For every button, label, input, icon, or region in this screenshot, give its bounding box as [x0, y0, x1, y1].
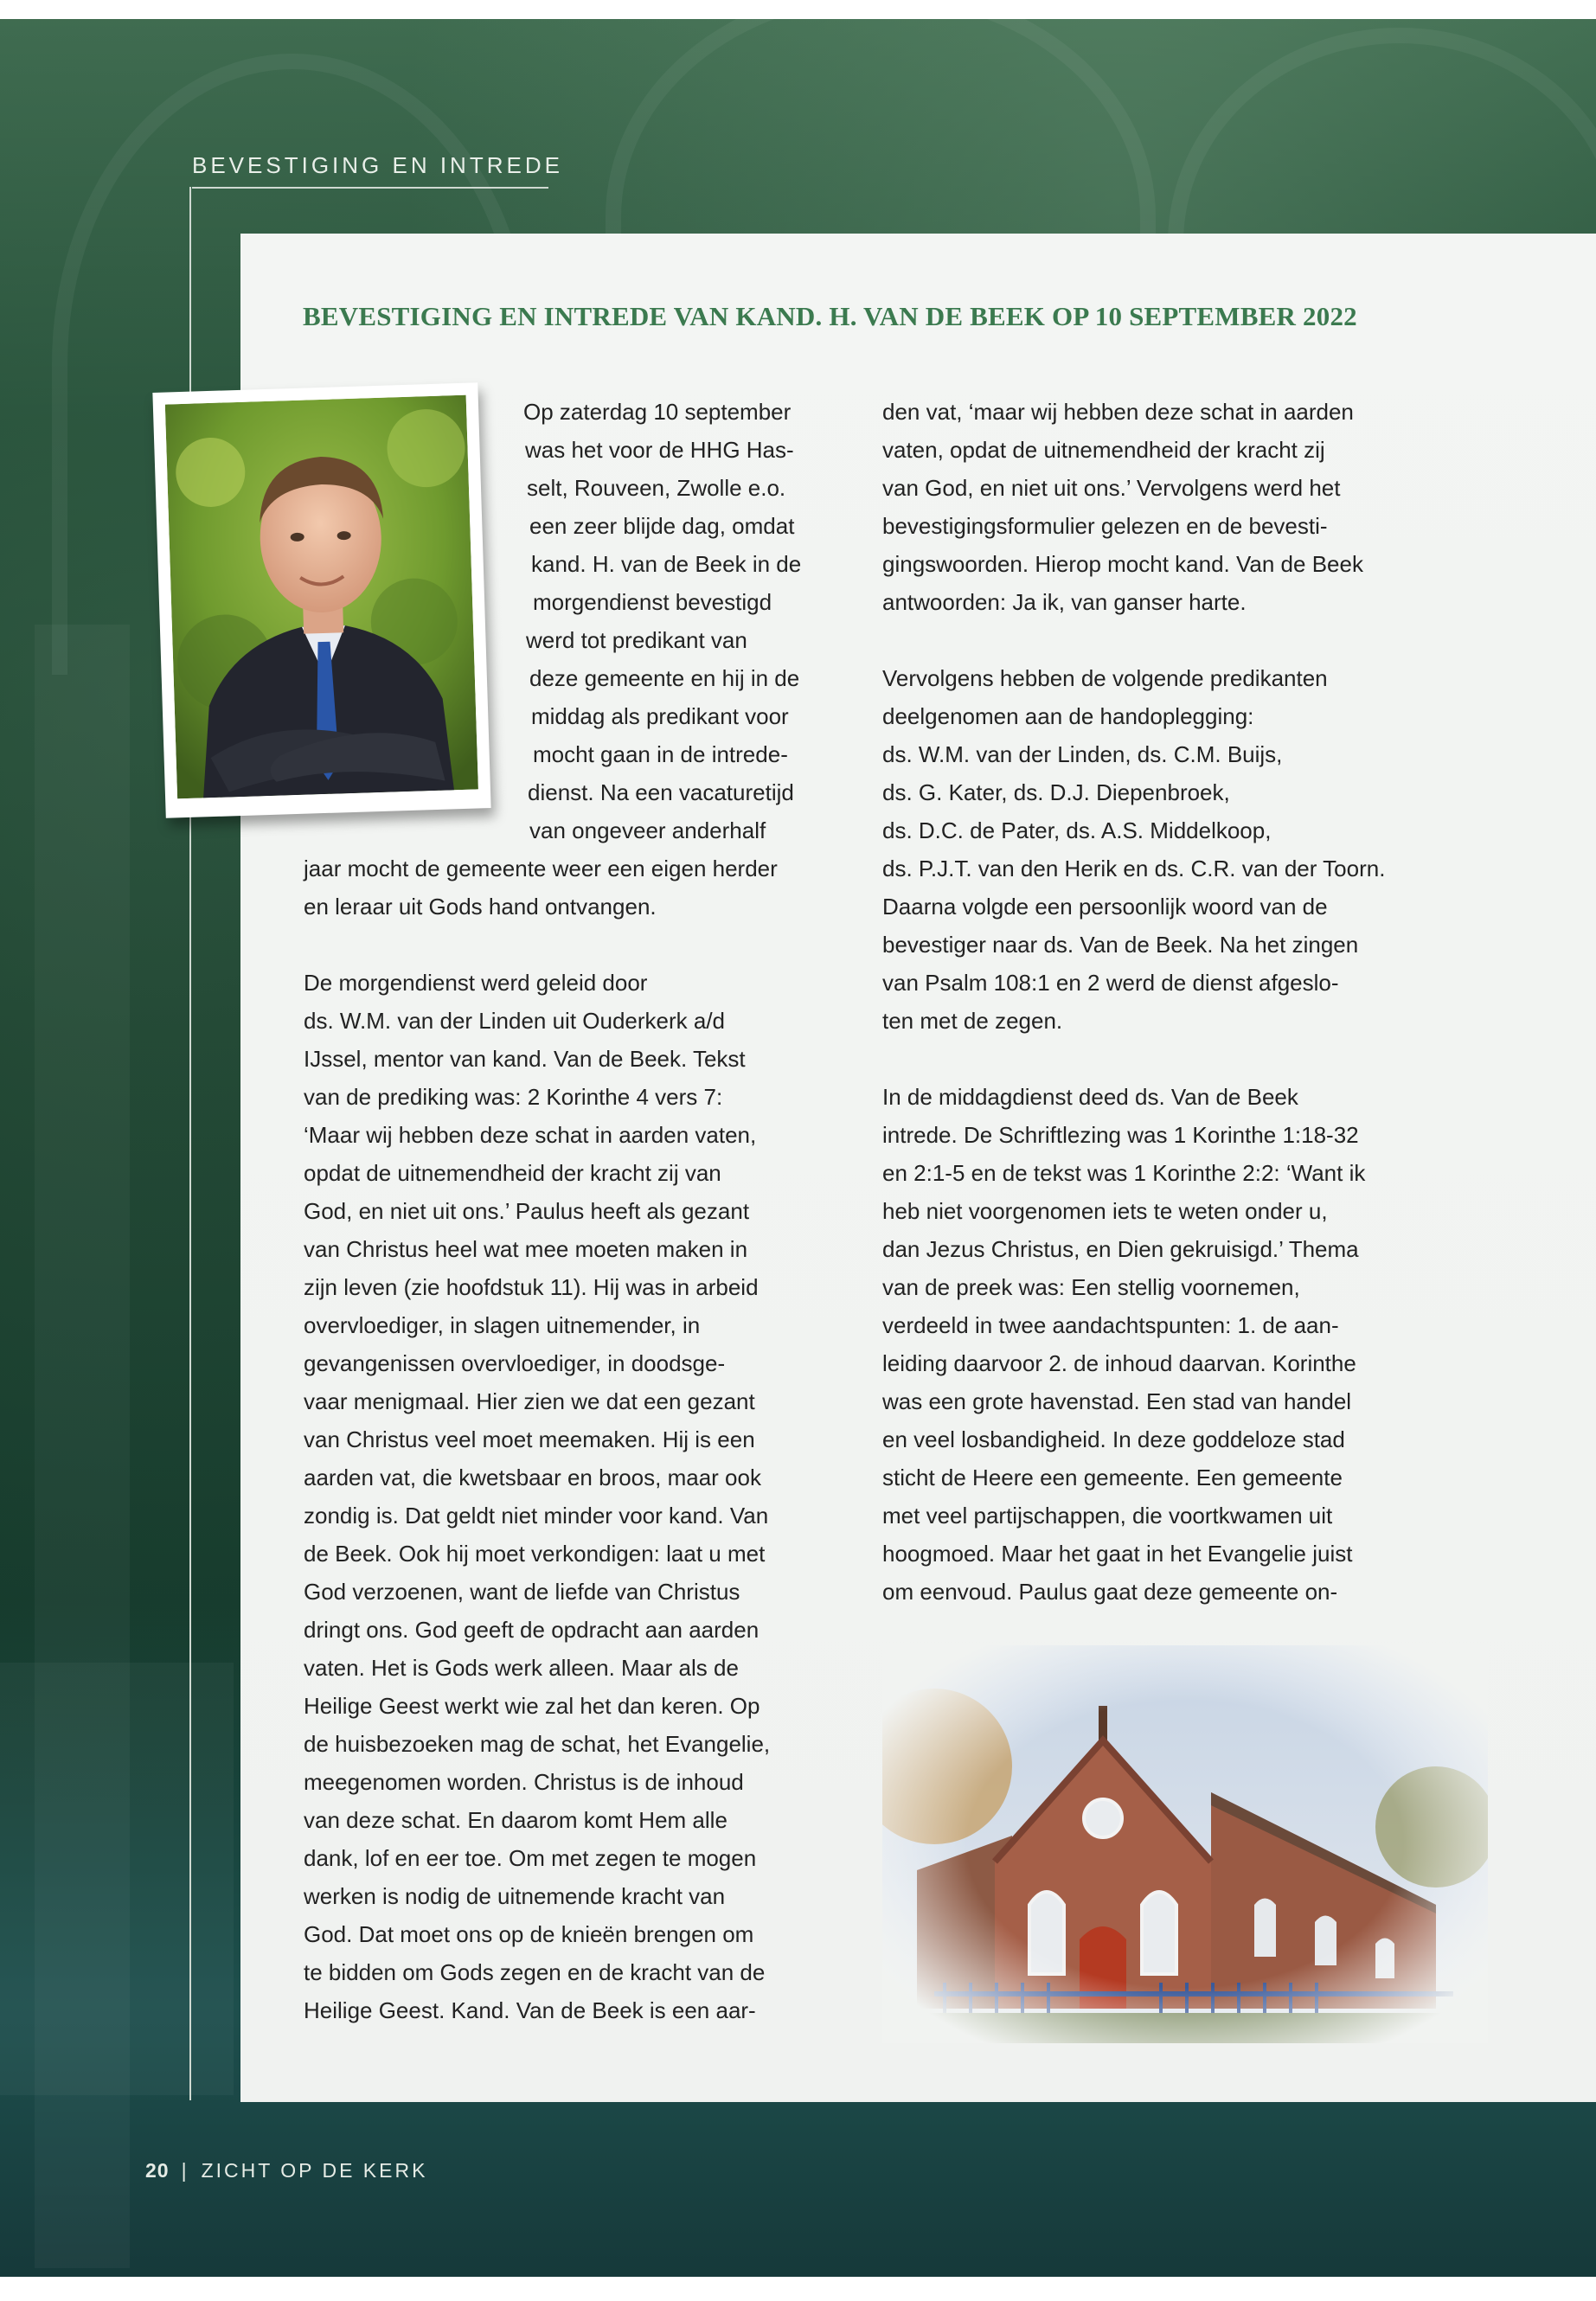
text-line: aarden vat, die kwetsbaar en broos, maar ook	[304, 1465, 761, 1490]
text-line: een zeer blijde dag, omdat	[529, 513, 795, 539]
text-line: God, en niet uit ons.’ Paulus heeft als gezant	[304, 1198, 750, 1224]
text-line: werd tot predikant van	[526, 627, 747, 653]
text-line: dank, lof en eer toe. Om met zegen te mogen	[304, 1845, 757, 1871]
text-line: hoogmoed. Maar het gaat in het Evangelie juist	[882, 1541, 1353, 1567]
text-line: en 2:1-5 en de tekst was 1 Korinthe 2:2: ‘Want ik	[882, 1160, 1366, 1186]
text-line: opdat de uitnemendheid der kracht zij van	[304, 1160, 721, 1186]
text-line: was een grote havenstad. Een stad van handel	[882, 1388, 1352, 1414]
text-line: ds. W.M. van der Linden, ds. C.M. Buijs,	[882, 741, 1283, 767]
text-line: dringt ons. God geeft de opdracht aan aarden	[304, 1617, 760, 1643]
page-footer	[145, 2159, 427, 2182]
text-line: van de preek was: Een stellig voornemen,	[882, 1274, 1300, 1300]
text-line: zijn leven (zie hoofdstuk 11). Hij was in arbeid	[304, 1274, 759, 1300]
text-line: selt, Rouveen, Zwolle e.o.	[527, 475, 786, 501]
text-line: ds. G. Kater, ds. D.J. Diepenbroek,	[882, 779, 1230, 805]
footer-separator: |	[181, 2159, 189, 2182]
text-line: Vervolgens hebben de volgende predikanten	[882, 665, 1328, 691]
text-line: vaten, opdat de uitnemendheid der kracht zij	[882, 437, 1325, 463]
text-line: God. Dat moet ons op de knieën brengen om	[304, 1921, 754, 1947]
text-line: Heilige Geest werkt wie zal het dan keren. Op	[304, 1693, 760, 1719]
text-line: gingswoorden. Hierop mocht kand. Van de Beek	[882, 551, 1363, 577]
text-line: gevangenissen overvloediger, in doodsge-	[304, 1350, 726, 1376]
text-line: de Beek. Ook hij moet verkondigen: laat u met	[304, 1541, 766, 1567]
text-line: met veel partijschappen, die voortkwamen uit	[882, 1503, 1333, 1529]
text-line: van Psalm 108:1 en 2 werd de dienst afgeslo-	[882, 970, 1339, 996]
text-line: De morgendienst werd geleid door	[304, 970, 648, 996]
text-line: dienst. Na een vacaturetijd	[528, 779, 794, 805]
text-line: bevestigingsformulier gelezen en de bevesti-	[882, 513, 1328, 539]
text-line: ds. P.J.T. van den Herik en ds. C.R. van der Toorn.	[882, 856, 1386, 881]
page-background	[0, 19, 1596, 2277]
text-line: morgendienst bevestigd	[533, 589, 772, 615]
text-line: Op zaterdag 10 september	[523, 399, 792, 425]
frame-line-top	[192, 187, 548, 189]
text-line: antwoorden: Ja ik, van ganser harte.	[882, 589, 1247, 615]
text-line	[0, 926, 865, 964]
text-line: In de middagdienst deed ds. Van de Beek	[882, 1084, 1298, 1110]
text-line: te bidden om Gods zegen en de kracht van de	[304, 1959, 766, 1985]
text-line: ‘Maar wij hebben deze schat in aarden vaten,	[304, 1122, 757, 1148]
magazine-title: ZICHT OP DE KERK	[201, 2159, 428, 2182]
text-line: deelgenomen aan de handoplegging:	[882, 703, 1254, 729]
text-line: ds. W.M. van der Linden uit Ouderkerk a/d	[304, 1008, 726, 1034]
text-line: van Christus veel moet meemaken. Hij is een	[304, 1426, 755, 1452]
text-line: mocht gaan in de intrede-	[533, 741, 788, 767]
text-line	[882, 621, 1385, 659]
text-line: van deze schat. En daarom komt Hem alle	[304, 1807, 727, 1833]
text-line: God verzoenen, want de liefde van Christus	[304, 1579, 740, 1605]
text-line: was het voor de HHG Has-	[525, 437, 794, 463]
text-line: IJssel, mentor van kand. Van de Beek. Tekst	[304, 1046, 746, 1072]
text-line: kand. H. van de Beek in de	[531, 551, 802, 577]
text-line: verdeeld in twee aandachtspunten: 1. de aan-	[882, 1312, 1339, 1338]
text-line: intrede. De Schriftlezing was 1 Korinthe 1:18-32	[882, 1122, 1359, 1148]
text-line: den vat, ‘maar wij hebben deze schat in aarden	[882, 399, 1354, 425]
text-line: leiding daarvoor 2. de inhoud daarvan. Korinthe	[882, 1350, 1356, 1376]
text-line: vaar menigmaal. Hier zien we dat een gezant	[304, 1388, 755, 1414]
text-line: en veel losbandigheid. In deze goddeloze stad	[882, 1426, 1345, 1452]
text-line: deze gemeente en hij in de	[529, 665, 800, 691]
text-line: vaten. Het is Gods werk alleen. Maar als de	[304, 1655, 739, 1681]
text-line: zondig is. Dat geldt niet minder voor kand. Van	[304, 1503, 769, 1529]
page-number: 20	[145, 2159, 170, 2182]
text-line: van ongeveer anderhalf	[529, 817, 766, 843]
church-photo	[882, 1645, 1488, 2043]
text-line: de huisbezoeken mag de schat, het Evangelie,	[304, 1731, 771, 1757]
text-line: Heilige Geest. Kand. Van de Beek is een aar-	[304, 1997, 756, 2023]
text-line: werken is nodig de uitnemende kracht van	[304, 1883, 726, 1909]
article-title: BEVESTIGING EN INTREDE VAN KAND. H. VAN DE BEEK OP 10 SEPTEMBER 2022	[303, 301, 1357, 331]
text-line: sticht de Heere een gemeente. Een gemeente	[882, 1465, 1343, 1490]
text-line: overvloediger, in slagen uitnemender, in	[304, 1312, 701, 1338]
text-line: Daarna volgde een persoonlijk woord van de	[882, 894, 1328, 920]
text-line: middag als predikant voor	[531, 703, 789, 729]
text-line: van de prediking was: 2 Korinthe 4 vers 7:	[304, 1084, 723, 1110]
text-line: bevestiger naar ds. Van de Beek. Na het zingen	[882, 932, 1359, 958]
section-label: BEVESTIGING EN INTREDE	[192, 152, 563, 178]
text-line: meegenomen worden. Christus is de inhoud	[304, 1769, 744, 1795]
text-line: heb niet voorgenomen iets te weten onder u,	[882, 1198, 1328, 1224]
text-line: om eenvoud. Paulus gaat deze gemeente on-	[882, 1579, 1338, 1605]
text-line: van God, en niet uit ons.’ Vervolgens werd het	[882, 475, 1341, 501]
text-line: jaar mocht de gemeente weer een eigen herder	[304, 856, 778, 881]
text-line: ds. D.C. de Pater, ds. A.S. Middelkoop,	[882, 817, 1272, 843]
text-line: ten met de zegen.	[882, 1008, 1063, 1034]
text-line	[882, 1040, 1385, 1078]
text-line: dan Jezus Christus, en Dien gekruisigd.’ Thema	[882, 1236, 1359, 1262]
text-line: en leraar uit Gods hand ontvangen.	[304, 894, 657, 920]
article-column-right	[882, 393, 1385, 1611]
article-column-left	[0, 393, 865, 2029]
text-line: van Christus heel wat mee moeten maken in	[304, 1236, 748, 1262]
